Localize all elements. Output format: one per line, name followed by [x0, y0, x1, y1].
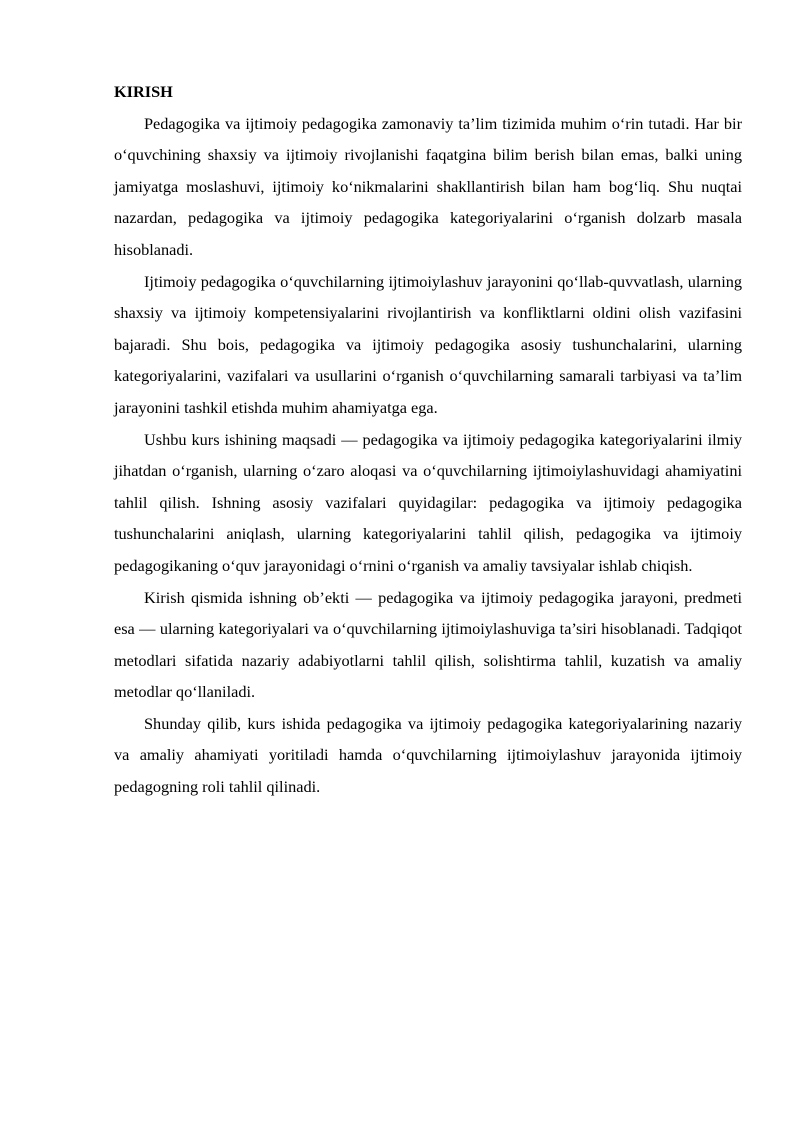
paragraph-1: Pedagogika va ijtimoiy pedagogika zamonaviy ta’lim tizimida muhim o‘rin tutadi. Har bir o‘quvchining shaxsiy va ijtimoiy rivojlanishi faqatgina bilim berish bilan emas, balki uning jamiyatga moslashuvi, ijtimoiy ko‘nikmalarini shakllantirish bilan ham bog‘liq. Shu nuqtai nazardan, pedagogika va ijtimoiy pedagogika kategoriyalarini o‘rganish dolzarb masala hisoblanadi.	[114, 113, 742, 259]
paragraph-3: Ushbu kurs ishining maqsadi — pedagogika va ijtimoiy pedagogika kategoriyalarini ilmiy jihatdan o‘rganish, ularning o‘zaro aloqasi va o‘quvchilarning ijtimoiylashuvidagi ahamiyatini tahlil qilish. Ishning asosiy vazifalari quyidagilar: pedagogika va ijtimoiy pedagogika tushunchalarini aniqlash, ularning kategoriyalarini tahlil qilish, pedagogika va ijtimoiy pedagogikaning o‘quv jarayonidagi o‘rnini o‘rganish va amaliy tavsiyalar ishlab chiqish.	[114, 429, 742, 575]
document-page	[114, 76, 742, 803]
paragraph-2: Ijtimoiy pedagogika o‘quvchilarning ijtimoiylashuv jarayonini qo‘llab-quvvatlash, ularning shaxsiy va ijtimoiy kompetensiyalarini rivojlantirish va konfliktlarni oldini olish vazifasini bajaradi. Shu bois, pedagogika va ijtimoiy pedagogika asosiy tushunchalarini, ularning kategoriyalarini, vazifalari va usullarini o‘rganish o‘quvchilarning samarali tarbiyasi va ta’lim jarayonini tashkil etishda muhim ahamiyatga ega.	[114, 271, 742, 417]
paragraph-4: Kirish qismida ishning ob’ekti — pedagogika va ijtimoiy pedagogika jarayoni, predmeti esa — ularning kategoriyalari va o‘quvchilarning ijtimoiylashuviga ta’siri hisoblanadi. Tadqiqot metodlari sifatida nazariy adabiyotlarni tahlil qilish, solishtirma tahlil, kuzatish va amaliy metodlar qo‘llaniladi.	[114, 587, 742, 702]
paragraph-5: Shunday qilib, kurs ishida pedagogika va ijtimoiy pedagogika kategoriyalarining nazariy va amaliy ahamiyati yoritiladi hamda o‘quvchilarning ijtimoiylashuv jarayonida ijtimoiy pedagogning roli tahlil qilinadi.	[114, 713, 742, 797]
section-heading: KIRISH	[114, 82, 173, 101]
